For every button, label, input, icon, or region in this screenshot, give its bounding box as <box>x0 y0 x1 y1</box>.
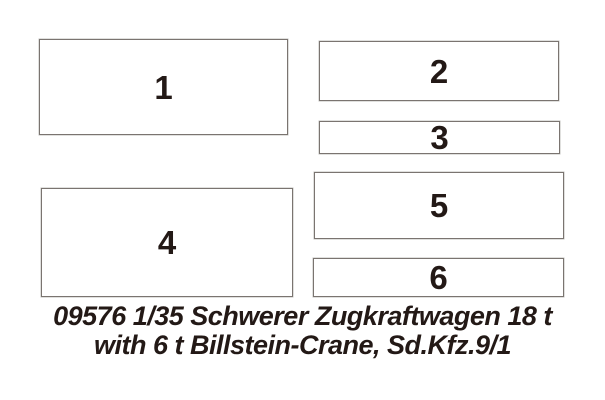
sprue-number-4: 4 <box>157 224 177 261</box>
sprue-box-5 <box>314 172 564 239</box>
sprue-box-2 <box>319 41 559 101</box>
sprue-number-1: 1 <box>154 68 173 106</box>
sprue-box-6 <box>313 258 564 297</box>
sprue-number-3: 3 <box>430 119 449 156</box>
sprue-number-2: 2 <box>429 52 449 90</box>
kit-caption <box>0 302 605 360</box>
sprue-box-1 <box>39 39 288 135</box>
sprue-box-3 <box>319 121 560 154</box>
sprue-number-5: 5 <box>429 187 449 224</box>
sprue-box-4 <box>41 188 293 297</box>
kit-caption-line-2: with 6 t Billstein-Crane, Sd.Kfz.9/1 <box>93 330 512 360</box>
kit-caption-line-1: 09576 1/35 Schwerer Zugkraftwagen 18 t <box>53 301 552 331</box>
sprue-number-6: 6 <box>429 259 448 296</box>
